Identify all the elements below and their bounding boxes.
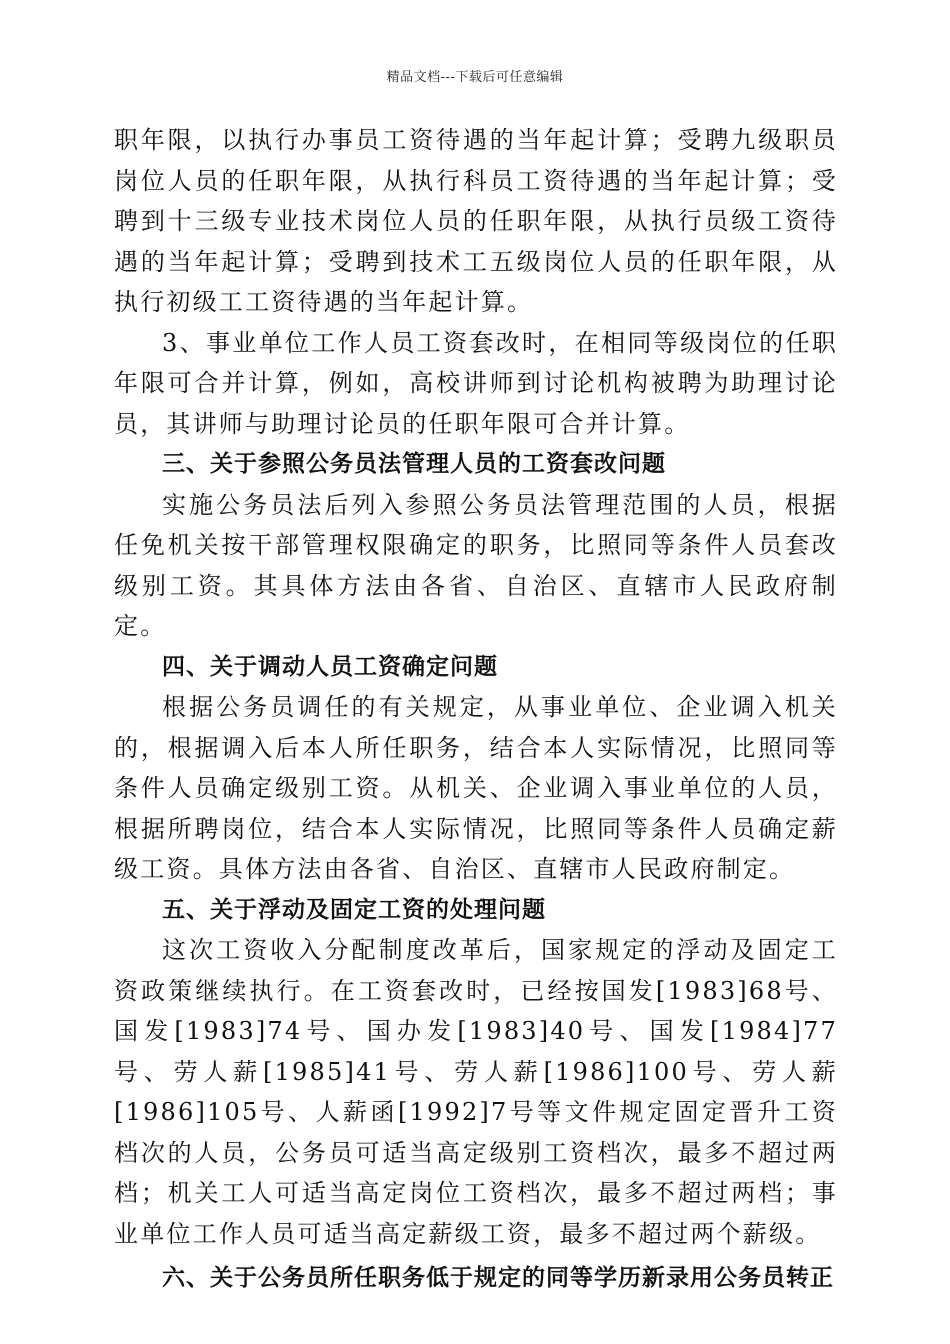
paragraph-item-3: 3、事业单位工作人员工资套改时，在相同等级岗位的任职年限可合并计算，例如，高校讲师到讨论机构被聘为助理讨论员，其讲师与助理讨论员的任职年限可合并计算。 (114, 328, 838, 438)
section-heading-3: 三、关于参照公务员法管理人员的工资套改问题 (162, 451, 666, 477)
document-body (114, 120, 838, 1299)
page-header: 精品文档---下载后可任意编辑 (386, 70, 564, 85)
paragraph-continuation: 职年限，以执行办事员工资待遇的当年起计算；受聘九级职员岗位人员的任职年限，从执行科员工资待遇的当年起计算；受聘到十三级专业技术岗位人员的任职年限，从执行员级工资待遇的当年起计算；受聘到技术工五级岗位人员的任职年限，从执行初级工工资待遇的当年起计算。 (114, 126, 838, 316)
section-heading-5: 五、关于浮动及固定工资的处理问题 (162, 896, 546, 923)
section-heading-6: 六、关于公务员所任职务低于规定的同等学历新录用公务员转正 (162, 1265, 834, 1291)
paragraph-section-5: 这次工资收入分配制度改革后，国家规定的浮动及固定工资政策继续执行。在工资套改时，已经按国发[1983]68号、国发[1983]74号、国办发[1983]40号、国发[1984]77号、劳人薪[1985]41号、劳人薪[1986]100号、劳人薪[1986]105号、人薪函[1992]7号等文件规定固定晋升工资档次的人员，公务员可适当高定级别工资档次，最多不超过两档；机关工人可适当高定岗位工资档次，最多不超过两档；事业单位工作人员可适当高定薪级工资，最多不超过两个薪级。 (114, 936, 838, 1248)
paragraph-section-3: 实施公务员法后列入参照公务员法管理范围的人员，根据任免机关按干部管理权限确定的职务，比照同等条件人员套改级别工资。其具体方法由各省、自治区、直辖市人民政府制定。 (114, 490, 838, 640)
section-heading-4: 四、关于调动人员工资确定问题 (162, 653, 498, 680)
paragraph-section-4: 根据公务员调任的有关规定，从事业单位、企业调入机关的，根据调入后本人所任职务，结合本人实际情况，比照同等条件人员确定级别工资。从机关、企业调入事业单位的人员，根据所聘岗位，结合本人实际情况，比照同等条件人员确定薪级工资。具体方法由各省、自治区、直辖市人民政府制定。 (114, 693, 838, 883)
